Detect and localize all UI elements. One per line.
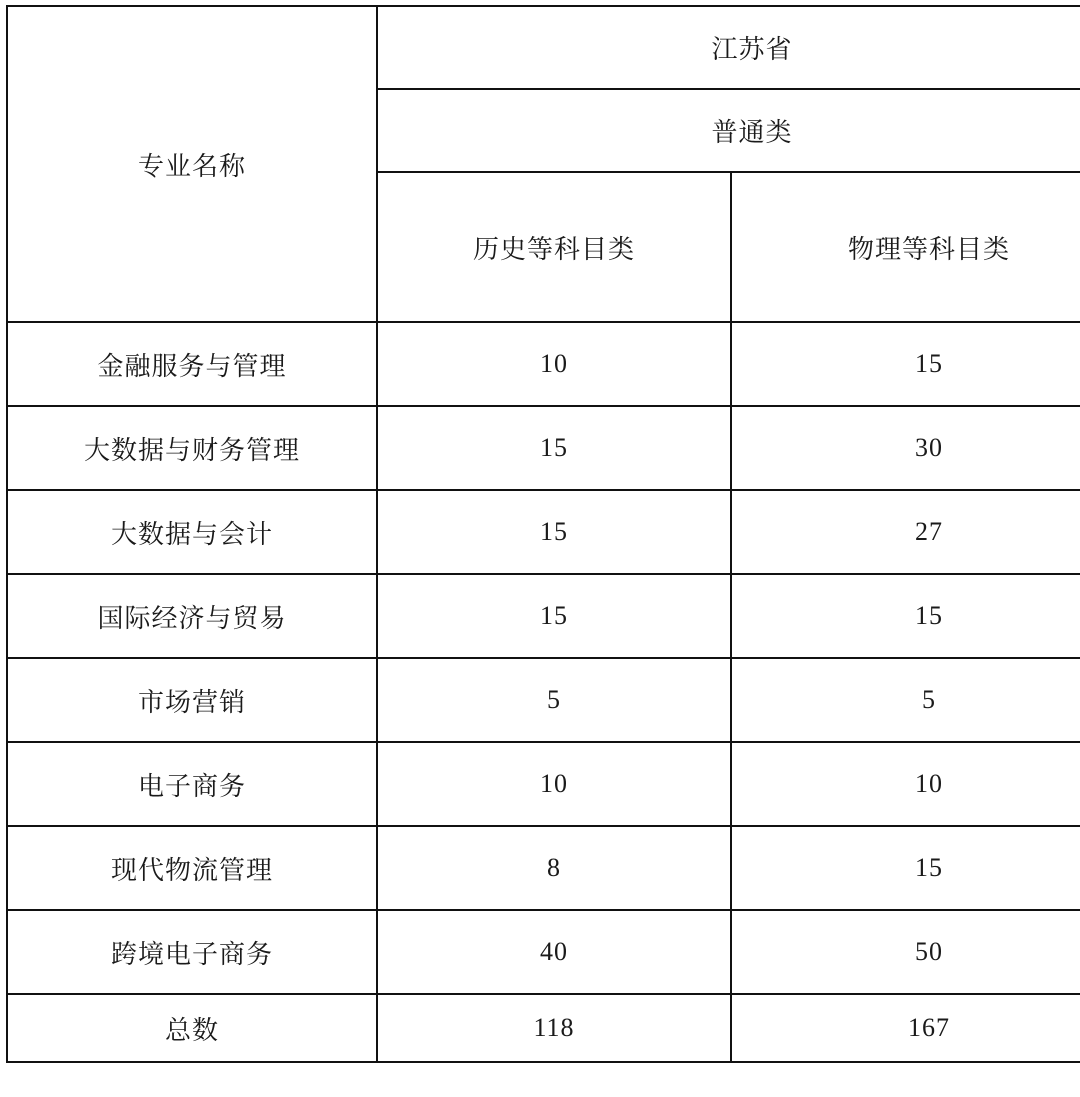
history-count: 15 — [377, 406, 731, 490]
header-physics: 物理等科目类 — [731, 172, 1080, 322]
enrollment-table — [6, 5, 1080, 1063]
total-row — [7, 994, 1080, 1062]
table-row — [7, 826, 1080, 910]
major-name: 大数据与会计 — [7, 490, 377, 574]
major-name: 国际经济与贸易 — [7, 574, 377, 658]
major-name: 跨境电子商务 — [7, 910, 377, 994]
physics-count: 15 — [731, 322, 1080, 406]
header-history: 历史等科目类 — [377, 172, 731, 322]
table-row — [7, 658, 1080, 742]
table-row — [7, 322, 1080, 406]
total-label: 总数 — [7, 994, 377, 1062]
history-count: 15 — [377, 574, 731, 658]
table-row — [7, 742, 1080, 826]
history-count: 10 — [377, 742, 731, 826]
header-row-province — [7, 6, 1080, 89]
history-count: 5 — [377, 658, 731, 742]
table-row — [7, 490, 1080, 574]
physics-count: 30 — [731, 406, 1080, 490]
history-count: 40 — [377, 910, 731, 994]
header-major-name: 专业名称 — [7, 6, 377, 322]
major-name: 金融服务与管理 — [7, 322, 377, 406]
physics-count: 15 — [731, 574, 1080, 658]
header-province: 江苏省 — [377, 6, 1080, 89]
physics-count: 5 — [731, 658, 1080, 742]
physics-count: 27 — [731, 490, 1080, 574]
major-name: 市场营销 — [7, 658, 377, 742]
major-name: 电子商务 — [7, 742, 377, 826]
major-name: 大数据与财务管理 — [7, 406, 377, 490]
history-count: 10 — [377, 322, 731, 406]
physics-count: 15 — [731, 826, 1080, 910]
major-name: 现代物流管理 — [7, 826, 377, 910]
table-row — [7, 574, 1080, 658]
table-row — [7, 910, 1080, 994]
table-row — [7, 406, 1080, 490]
history-count: 15 — [377, 490, 731, 574]
physics-count: 10 — [731, 742, 1080, 826]
total-history: 118 — [377, 994, 731, 1062]
physics-count: 50 — [731, 910, 1080, 994]
history-count: 8 — [377, 826, 731, 910]
header-category: 普通类 — [377, 89, 1080, 172]
total-physics: 167 — [731, 994, 1080, 1062]
